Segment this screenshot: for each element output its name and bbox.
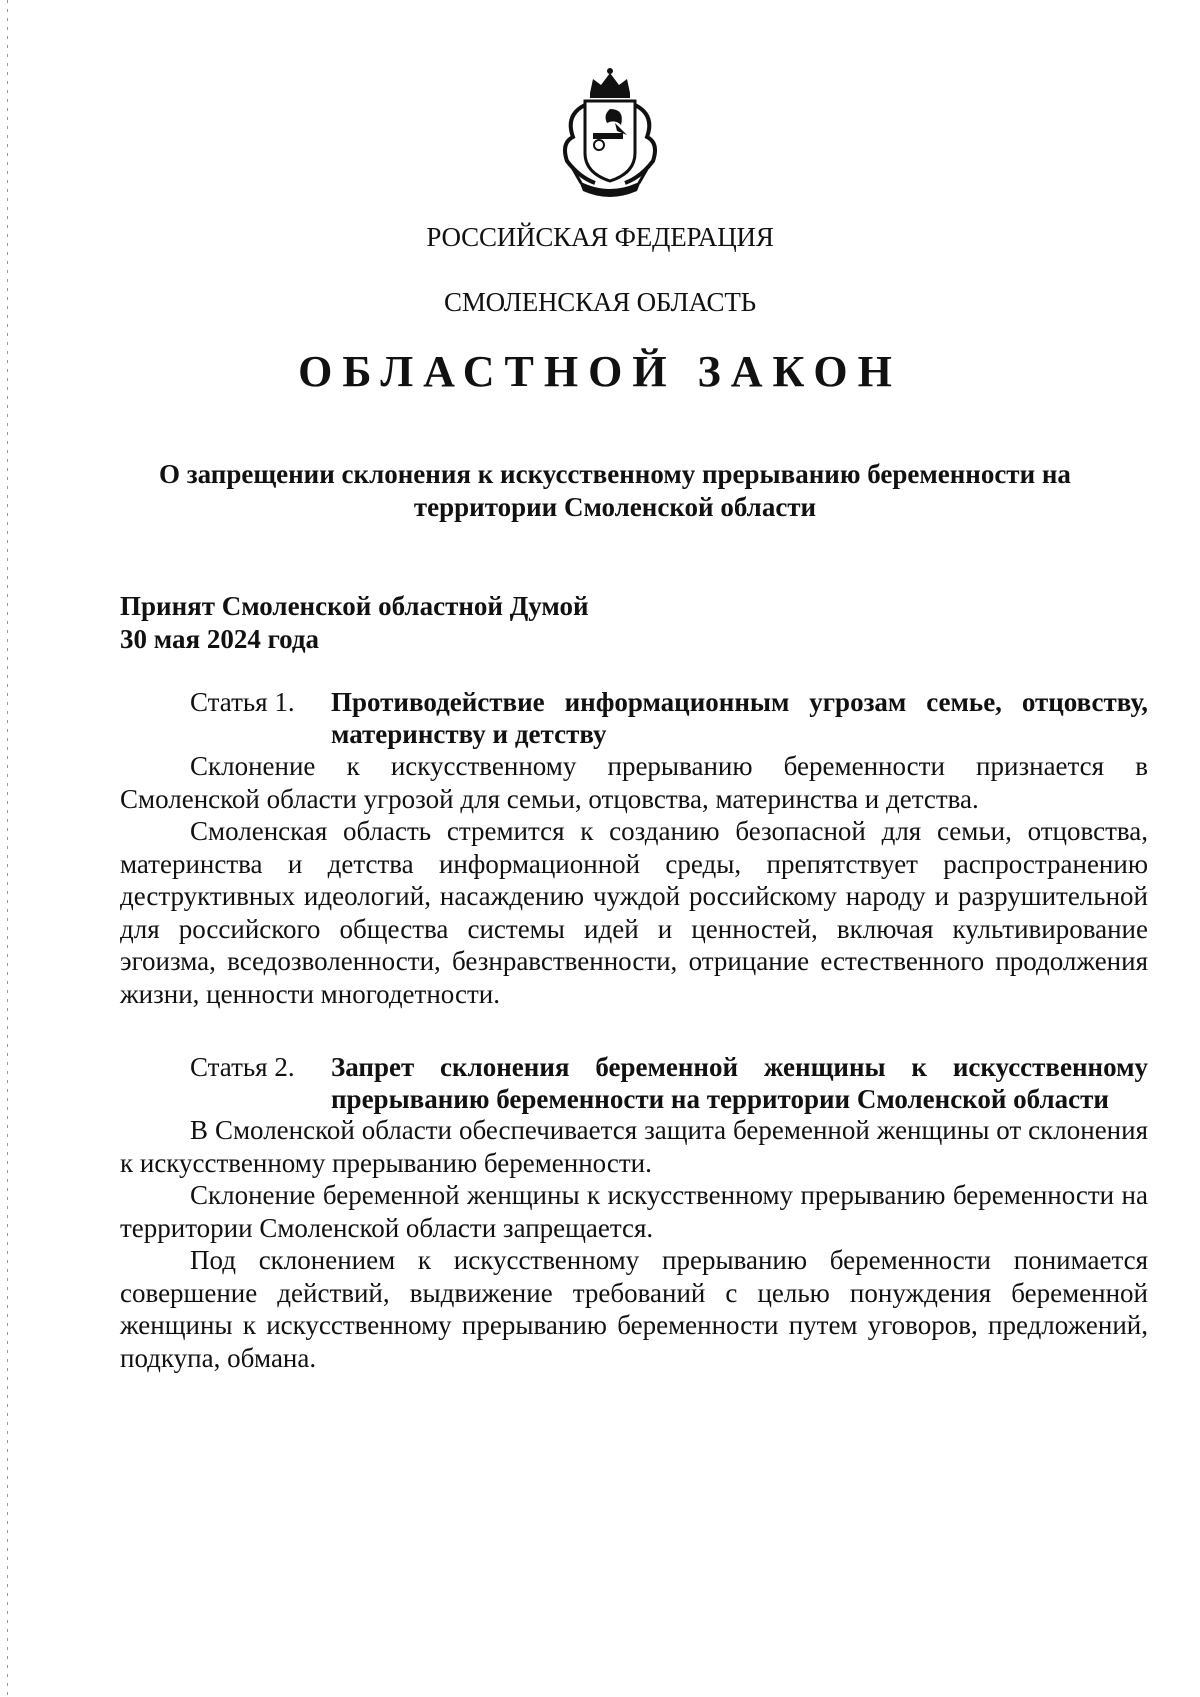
adoption-body: Принят Смоленской областной Думой [120,591,589,621]
scan-margin-line [7,0,8,1697]
coat-of-arms-icon [555,65,665,200]
article-2-number: Статья 2. [190,1052,295,1082]
article-1-paragraph-2: Смоленская область стремится к созданию безопасной для семьи, отцовства, материнства и детства информационной среды, препятствует распространению деструктивных идеологий, насаждению чуждой российскому народу и разрушительной для российского общества системы идей и ценностей, включая культивирование эгоизма, вседозволенности, безнравственности, отрицание естественного продолжения жизни, ценности многодетности. [120,816,1148,1009]
article-2-paragraph-3: Под склонением к искусственному прерыванию беременности понимается совершение действий, выдвижение требований с целью понуждения беременной женщины к искусственному прерыванию беременности путем уговоров, предложений, подкупа, обмана. [120,1245,1148,1373]
article-1-paragraph-1: Склонение к искусственному прерыванию беременности признается в Смоленской области угрозой для семьи, отцовства, материнства и детства. [120,751,1148,814]
document-type: ОБЛАСТНОЙ ЗАКОН [298,347,902,396]
region-name: СМОЛЕНСКАЯ ОБЛАСТЬ [444,287,756,317]
article-1-title: Противодействие информационным угрозам семье, отцовству, материнству и детству [331,687,1148,749]
adoption-date: 30 мая 2024 года [120,624,320,654]
article-2-paragraph-2: Склонение беременной женщины к искусственному прерыванию беременности на территории Смоленской области запрещается. [120,1180,1148,1243]
law-title: О запрещении склонения к искусственному прерыванию беременности на территории Смоленской области [159,459,1071,522]
country-name: РОССИЙСКАЯ ФЕДЕРАЦИЯ [426,222,774,252]
article-1-number: Статья 1. [190,687,295,717]
article-2-title: Запрет склонения беременной женщины к искусственному прерыванию беременности на территории Смоленской области [331,1052,1148,1114]
article-2-paragraph-1: В Смоленской области обеспечивается защита беременной женщины от склонения к искусственному прерыванию беременности. [120,1115,1148,1178]
